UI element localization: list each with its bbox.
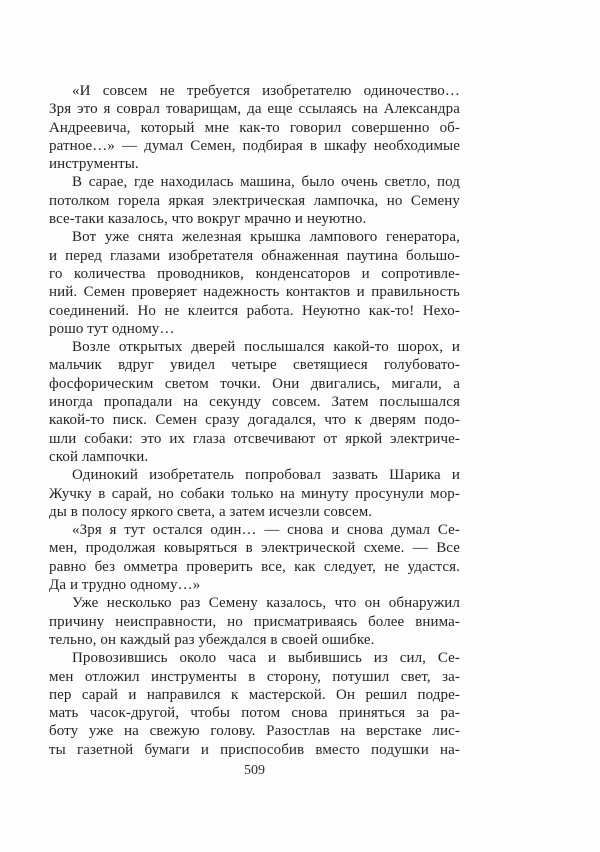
text-line: В сарае, где находилась машина, было очень светло, под xyxy=(72,174,460,191)
text-line: инструменты. xyxy=(49,156,139,173)
text-line: ской лампочки. xyxy=(49,448,149,465)
text-line: Да и трудно одному…» xyxy=(49,577,201,594)
text-line: Вот уже снята железная крышка лампового генератора, xyxy=(72,229,460,246)
page-text-block xyxy=(49,82,460,759)
text-line: мать часок-другой, чтобы потом снова приняться за ра- xyxy=(49,705,460,722)
paragraph xyxy=(49,82,460,173)
text-line: Уже несколько раз Семену казалось, что он обнаружил xyxy=(72,595,460,612)
text-line: боту уже на свежую голову. Разостлав на верстаке лис- xyxy=(49,723,460,740)
text-line: потолком горела яркая электрическая лампочка, но Семену xyxy=(49,192,460,209)
text-line: причину неисправности, но присматриваясь более внима- xyxy=(49,613,460,630)
text-line: шли собаки: это их глаза отсвечивают от яркой электриче- xyxy=(49,430,460,447)
text-line: какой-то писк. Семен сразу догадался, что к дверям подо- xyxy=(49,412,460,429)
paragraph xyxy=(49,173,460,228)
text-line: мен, продолжая ковыряться в электрической схеме. — Все xyxy=(49,540,460,557)
paragraph xyxy=(49,649,460,759)
text-line: пер сарай и направился к мастерской. Он решил подре- xyxy=(49,686,460,703)
text-line: Зря это я соврал товарищам, да еще ссылаясь на Александра xyxy=(49,101,460,118)
text-line: иногда пропадали на секунду совсем. Затем послышался xyxy=(49,394,460,411)
text-line: фосфорическим светом точки. Они двигались, мигали, а xyxy=(49,375,460,392)
text-line: соединений. Но не клеится работа. Неуютно как-то! Нехо- xyxy=(49,302,460,319)
text-line: Провозившись около часа и выбившись из сил, Се- xyxy=(72,650,460,667)
text-line: ты газетной бумаги и приспособив вместо подушки на- xyxy=(49,741,460,758)
text-line: ний. Семен проверяет надежность контактов и правильность xyxy=(49,284,460,301)
page-number: 509 xyxy=(244,763,265,778)
text-line: равно без омметра проверить все, как следует, не удастся. xyxy=(49,558,460,575)
text-line: ды в полосу яркого света, а затем исчезли совсем. xyxy=(49,503,373,520)
text-line: Андреевича, который мне как-то говорил совершенно об- xyxy=(49,119,460,136)
text-line: Возле открытых дверей послышался какой-то шорох, и xyxy=(72,339,460,356)
paragraph xyxy=(49,228,460,338)
text-line: тельно, он каждый раз убеждался в своей ошибке. xyxy=(49,631,375,648)
text-line: «Зря я тут остался один… — снова и снова думал Се- xyxy=(72,522,460,539)
paragraph xyxy=(49,594,460,649)
paragraph xyxy=(49,521,460,594)
text-line: «И совсем не требуется изобретателю одиночество… xyxy=(72,83,460,99)
text-line: мен отложил инструменты в сторону, потушил свет, за- xyxy=(49,668,460,685)
paragraph xyxy=(49,466,460,521)
text-line: мальчик вдруг увидел четыре светящиеся голубовато- xyxy=(49,357,460,374)
text-line: Жучку в сарай, но собаки только на минуту просунули мор- xyxy=(49,485,460,502)
text-line: все-таки казалось, что вокруг мрачно и неуютно. xyxy=(49,211,367,228)
text-line: Одинокий изобретатель попробовал зазвать Шарика и xyxy=(72,467,460,484)
text-line: рошо тут одному… xyxy=(49,320,175,337)
text-line: го количества проводников, конденсаторов и сопротивле- xyxy=(49,265,460,282)
text-line: ратное…» — думал Семен, подбирая в шкафу необходимые xyxy=(49,137,460,154)
paragraph xyxy=(49,338,460,466)
text-line: и перед глазами изобретателя обнаженная паутина большо- xyxy=(49,247,460,264)
